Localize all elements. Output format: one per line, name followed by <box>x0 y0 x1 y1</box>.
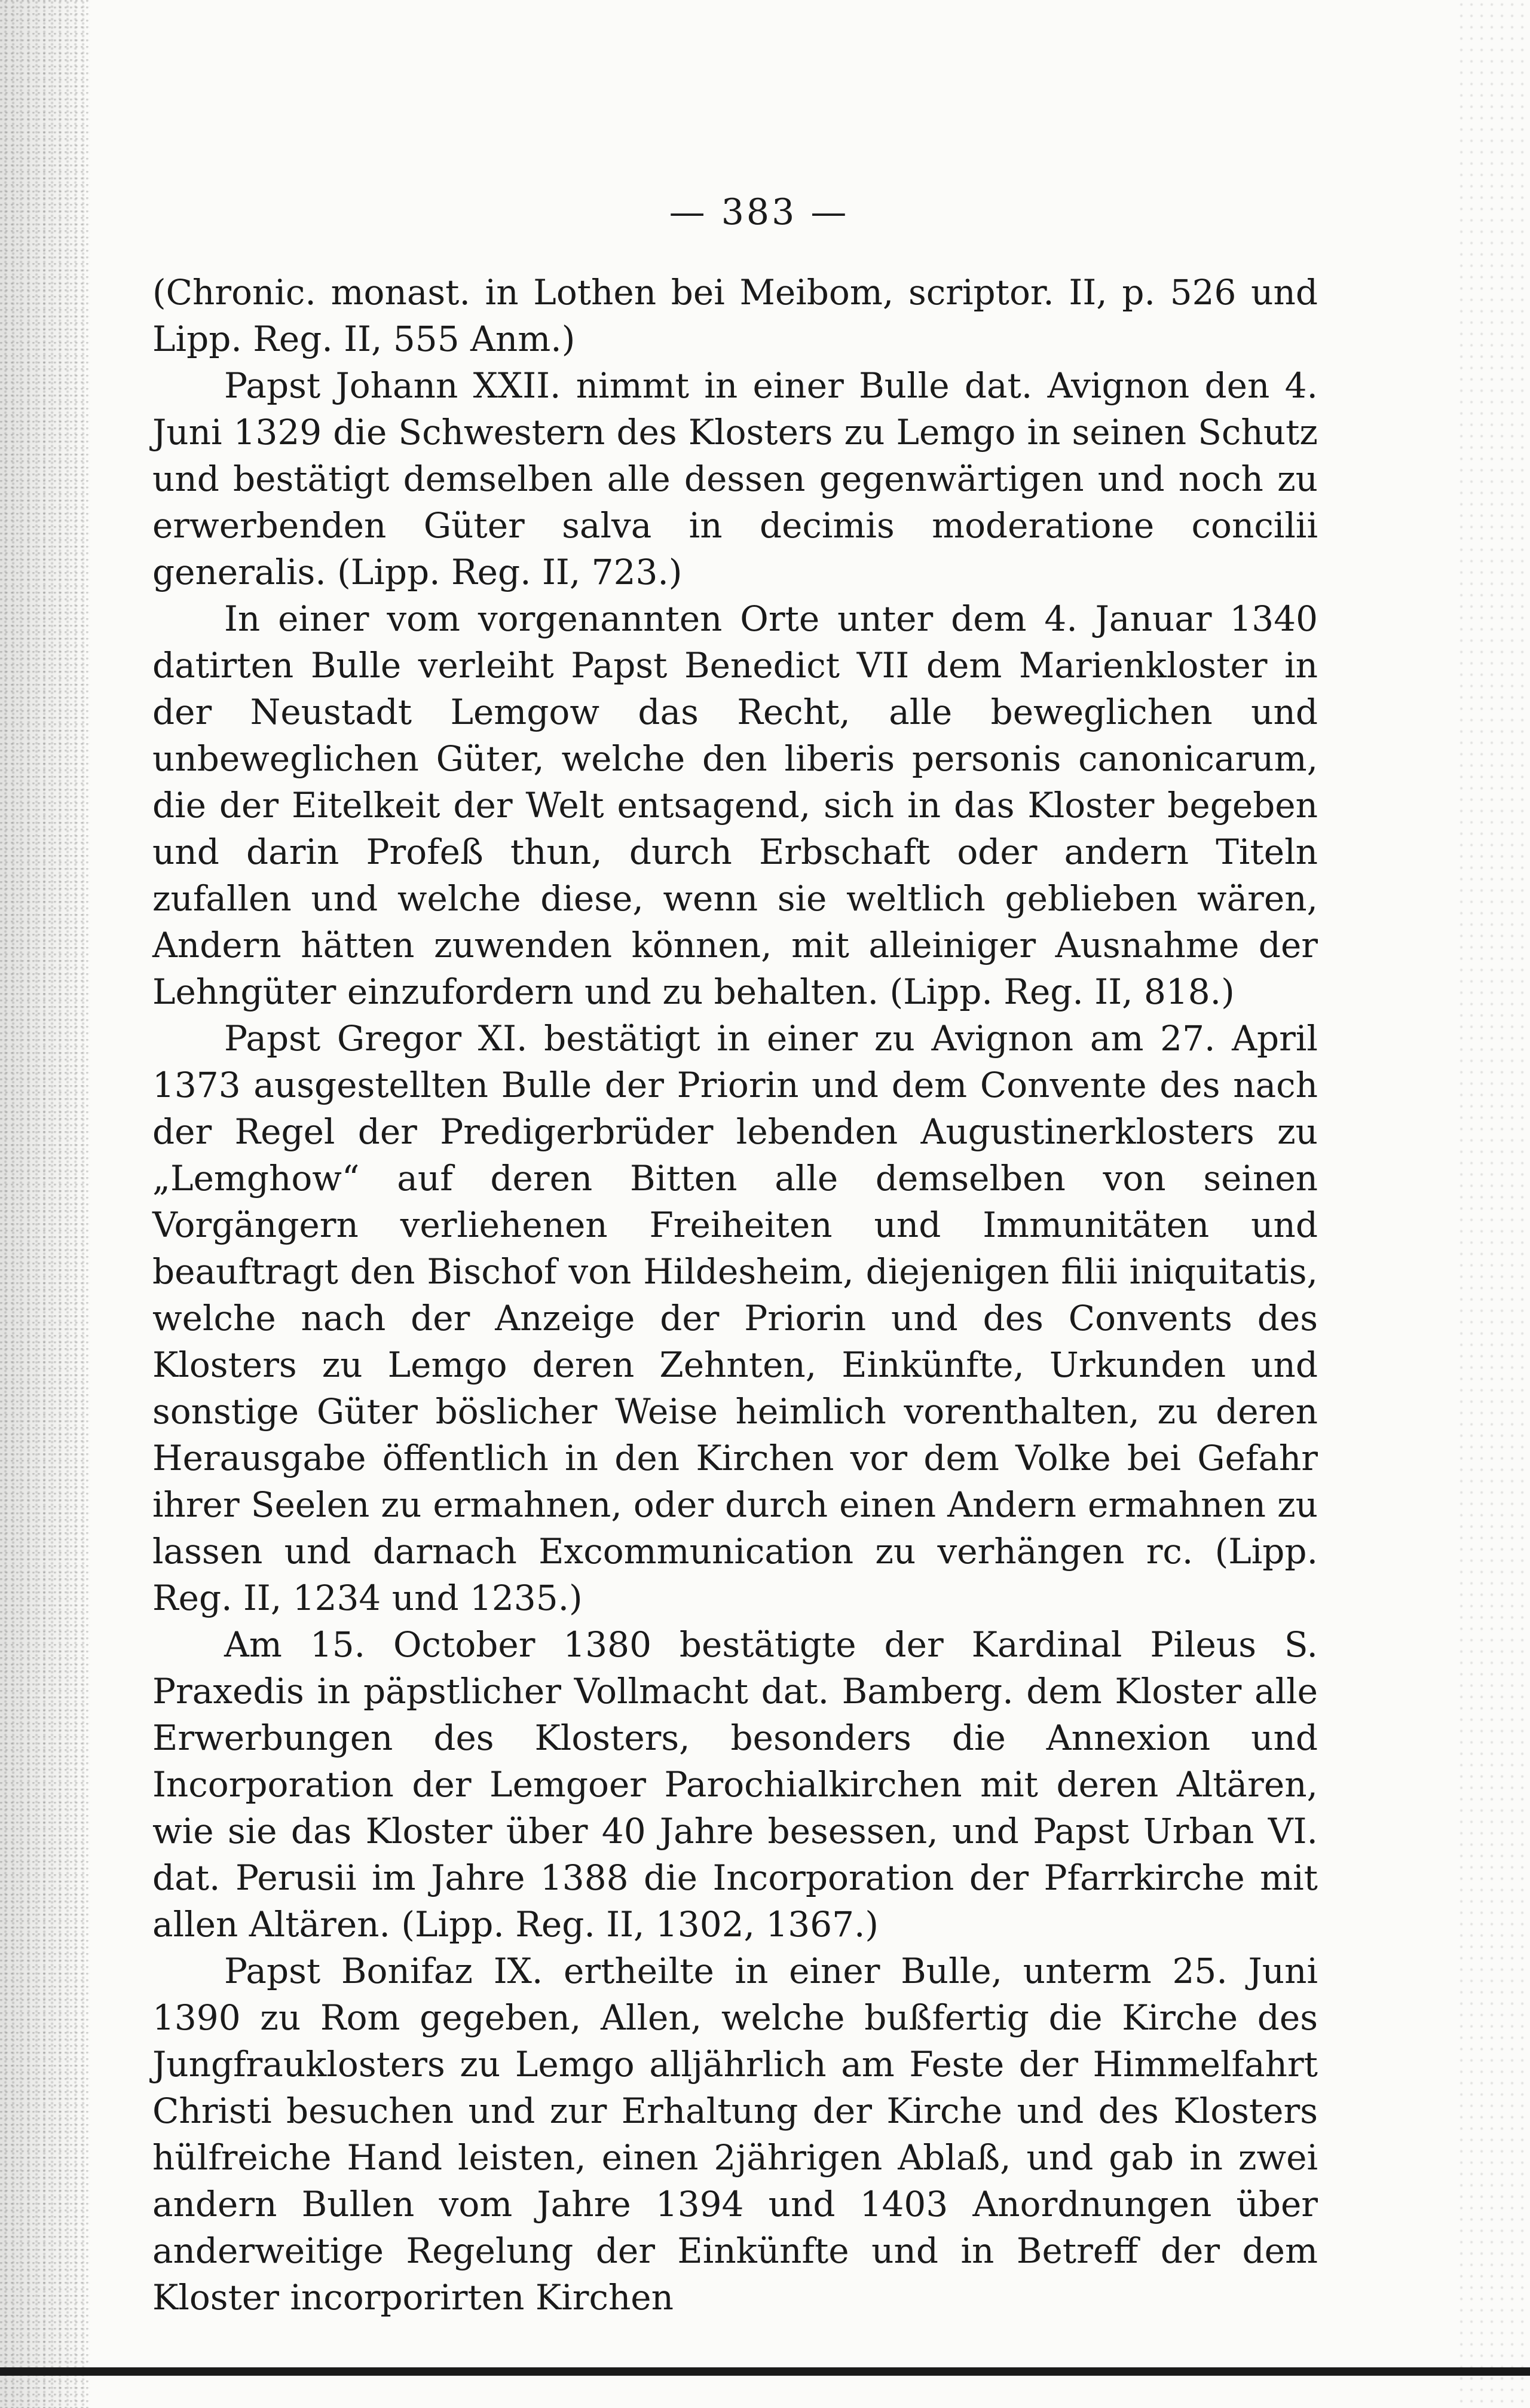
paragraph-bonifaz-ix: Papst Bonifaz IX. ertheilte in einer Bulle, unterm 25. Juni 1390 zu Rom gegeben, Allen, welche bußfertig die Kirche des Jungfrauklosters zu Lemgo alljährlich am Feste der Himmelfahrt Christi besuchen und zur Erhaltung der Kirche und des Klosters hülfreiche Hand leisten, einen 2jährigen Ablaß, und gab in zwei andern Bullen vom Jahre 1394 und 1403 Anordnungen über anderweitige Regelung der Einkünfte und in Betreff der dem Kloster incorporirten Kirchen <box>152 1951 1318 2318</box>
paragraph-johann-xxii: Papst Johann XXII. nimmt in einer Bulle dat. Avignon den 4. Juni 1329 die Schwestern des Klosters zu Lemgo in seinen Schutz und bestätigt demselben alle dessen gegenwärtigen und noch zu erwerbenden Güter salva in decimis moderatione concilii generalis. (Lipp. Reg. II, 723.) <box>152 365 1318 592</box>
scan-noise <box>1458 0 1530 2408</box>
paragraph-pileus: Am 15. October 1380 bestätigte der Kardinal Pileus S. Praxedis in päpstlicher Vollmacht dat. Bamberg. dem Kloster alle Erwerbungen des Klosters, besonders die Annexion und Incorporation der Lemgoer Parochialkirchen mit deren Altären, wie sie das Kloster über 40 Jahre besessen, und Papst Urban VI. dat. Perusii im Jahre 1388 die Incorporation der Pfarrkirche mit allen Altären. (Lipp. Reg. II, 1302, 1367.) <box>152 1624 1318 1945</box>
binding-edge-shadow <box>0 0 90 2408</box>
paragraph-chronicle-citation: (Chronic. monast. in Lothen bei Meibom, scriptor. II, p. 526 und Lipp. Reg. II, 555 Anm.) <box>152 272 1318 359</box>
paragraph-benedict: In einer vom vorgenannten Orte unter dem 4. Januar 1340 datirten Bulle verleiht Papst Benedict VII dem Marienkloster in der Neustadt Lemgow das Recht, alle beweglichen und unbeweglichen Güter, welche den liberis personis canonicarum, die der Eitelkeit der Welt entsagend, sich in das Kloster begeben und darin Profeß thun, durch Erbschaft oder andern Titeln zufallen und welche diese, wenn sie weltlich geblieben wären, Andern hätten zuwenden können, mit alleiniger Ausnahme der Lehngüter einzufordern und zu behalten. (Lipp. Reg. II, 818.) <box>152 598 1318 1012</box>
paragraph-gregor-xi: Papst Gregor XI. bestätigt in einer zu Avignon am 27. April 1373 ausgestellten Bulle der Priorin und dem Convente des nach der Regel der Predigerbrüder lebenden Augustinerklosters zu „Lemghow“ auf deren Bitten alle demselben von seinen Vorgängern verliehenen Freiheiten und Immunitäten und beauftragt den Bischof von Hildesheim, diejenigen filii iniquitatis, welche nach der Anzeige der Priorin und des Convents des Klosters zu Lemgo deren Zehnten, Einkünfte, Urkunden und sonstige Güter böslicher Weise heimlich vorenthalten, zu deren Herausgabe öffentlich in den Kirchen vor dem Volke bei Gefahr ihrer Seelen zu ermahnen, oder durch einen Andern ermahnen zu lassen und darnach Excommunication zu verhängen rc. (Lipp. Reg. II, 1234 und 1235.) <box>152 1018 1318 1618</box>
page-number: — 383 — <box>669 191 849 233</box>
bottom-scan-border <box>0 2367 1530 2376</box>
body-text <box>152 269 1318 2321</box>
